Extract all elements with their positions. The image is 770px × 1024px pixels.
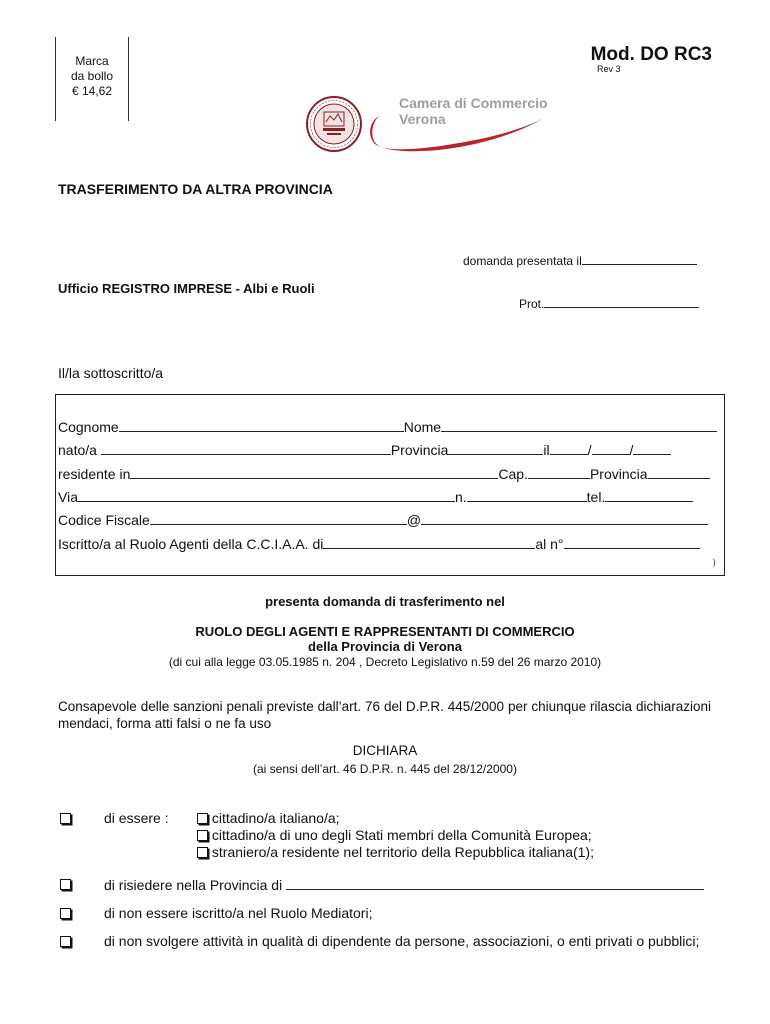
checkbox-icon[interactable] (197, 830, 208, 841)
codice-fiscale-label: Codice Fiscale (58, 512, 150, 528)
option-straniero[interactable] (197, 844, 594, 860)
option-label: cittadino/a italiano/a; (211, 810, 340, 826)
date-slash: / (629, 442, 634, 458)
option-cittadino-ue[interactable] (197, 827, 592, 843)
via-label: Via (58, 489, 78, 505)
ruolo-heading: RUOLO DEGLI AGENTI E RAPPRESENTANTI DI COMMERCIO (195, 624, 575, 639)
cognome-field[interactable] (119, 418, 404, 432)
closing-paren: ) (713, 558, 716, 567)
checkbox-icon[interactable] (197, 813, 208, 824)
residente-field[interactable] (130, 465, 498, 479)
chamber-seal-icon (305, 95, 363, 153)
checkbox-icon[interactable] (60, 936, 71, 947)
civic-number-field[interactable] (467, 488, 587, 502)
risiedere-label: di risiedere nella Provincia di (104, 877, 283, 893)
checkbox-essere[interactable] (60, 810, 71, 826)
via-field[interactable] (78, 488, 455, 502)
option-label: straniero/a residente nel territorio della Repubblica italiana(1); (211, 844, 594, 860)
model-code: Mod. DO RC3 (590, 44, 712, 65)
checkbox-icon[interactable] (60, 908, 71, 919)
bollo-line2: da bollo (70, 69, 114, 83)
checkbox-icon[interactable] (60, 813, 71, 824)
office-name: Ufficio REGISTRO IMPRESE - Albi e Ruoli (58, 281, 315, 296)
presenta-heading: presenta domanda di trasferimento nel (265, 594, 505, 609)
birth-year-field[interactable] (633, 441, 671, 455)
marca-da-bollo-box (55, 37, 129, 121)
consapevole-paragraph: Consapevole delle sanzioni penali previste dall’art. 76 del D.P.R. 445/2000 per chiunque rilascia dichiarazioni mendaci, forma atti falsi o ne fa uso (58, 699, 711, 731)
date-slash: / (587, 442, 592, 458)
dipendente-label: di non svolgere attività in qualità di dipendente da persone, associazioni, o enti privati o pubblici; (104, 933, 700, 949)
ruolo-legal-reference: (di cui alla legge 03.05.1985 n. 204 , Decreto Legislativo n.59 del 26 marzo 2010) (168, 655, 602, 669)
checkbox-icon[interactable] (197, 847, 208, 858)
cognome-label: Cognome (58, 419, 119, 435)
nato-label: nato/a (58, 442, 97, 458)
prot-label: Prot. (519, 297, 545, 311)
birth-day-field[interactable] (550, 441, 588, 455)
bollo-line1: Marca (75, 54, 109, 68)
row-birth (58, 441, 671, 458)
res-provincia-field[interactable] (648, 465, 710, 479)
row-residence (58, 465, 710, 482)
cap-field[interactable] (528, 465, 590, 479)
dichiara-reference: (ai sensi dell’art. 46 D.P.R. n. 445 del 28/12/2000) (253, 762, 517, 776)
email-at-label: @ (406, 512, 422, 528)
al-n-label: al n° (535, 536, 564, 552)
row-cf (58, 511, 708, 528)
cciaa-field[interactable] (323, 535, 535, 549)
ruolo-number-field[interactable] (564, 535, 700, 549)
residente-label: residente in (58, 466, 131, 482)
tel-label: tel. (586, 489, 606, 505)
essere-label: di essere : (104, 810, 169, 826)
prot-field (519, 294, 699, 311)
row-iscritto (58, 535, 700, 552)
checkbox-dipendente[interactable] (60, 933, 71, 949)
domanda-date-line[interactable] (582, 251, 697, 265)
mediatori-label: di non essere iscritto/a nel Ruolo Mediatori; (104, 905, 373, 921)
option-label: cittadino/a di uno degli Stati membri della Comunità Europea; (211, 827, 592, 843)
risiedere-field[interactable] (286, 876, 704, 890)
sottoscritto-label: Il/la sottoscritto/a (58, 365, 164, 381)
iscritto-label: Iscritto/a al Ruolo Agenti della C.C.I.A.A. di (58, 536, 324, 552)
birth-provincia-field[interactable] (448, 441, 543, 455)
risiedere-item (104, 876, 704, 893)
il-label: il (543, 442, 550, 458)
provincia-label: Provincia (589, 466, 648, 482)
checkbox-risiedere[interactable] (60, 876, 71, 892)
row-name (58, 418, 717, 435)
nato-field[interactable] (101, 441, 391, 455)
n-label: n. (454, 489, 467, 505)
nome-label: Nome (403, 419, 442, 435)
codice-fiscale-field[interactable] (150, 511, 407, 525)
nome-field[interactable] (441, 418, 717, 432)
bollo-amount: € 14,62 (71, 84, 113, 98)
row-address (58, 488, 693, 505)
domanda-field (463, 251, 697, 268)
brand-line1: Camera di Commercio (399, 95, 548, 111)
checkbox-mediatori[interactable] (60, 905, 71, 921)
brand-swoosh-icon (365, 114, 545, 154)
tel-field[interactable] (605, 488, 693, 502)
birth-month-field[interactable] (592, 441, 630, 455)
option-cittadino-italiano[interactable] (197, 810, 340, 826)
email-field[interactable] (421, 511, 708, 525)
provincia-label: Provincia (390, 442, 449, 458)
brand-line2: Verona (399, 111, 446, 127)
revision: Rev 3 (597, 64, 621, 74)
dichiara-heading: DICHIARA (352, 743, 418, 758)
checkbox-icon[interactable] (60, 879, 71, 890)
domanda-label: domanda presentata il (463, 254, 582, 268)
cap-label: Cap. (498, 466, 528, 482)
document-title: TRASFERIMENTO DA ALTRA PROVINCIA (58, 181, 333, 197)
ruolo-province: della Provincia di Verona (308, 639, 462, 654)
prot-number-line[interactable] (544, 294, 699, 308)
